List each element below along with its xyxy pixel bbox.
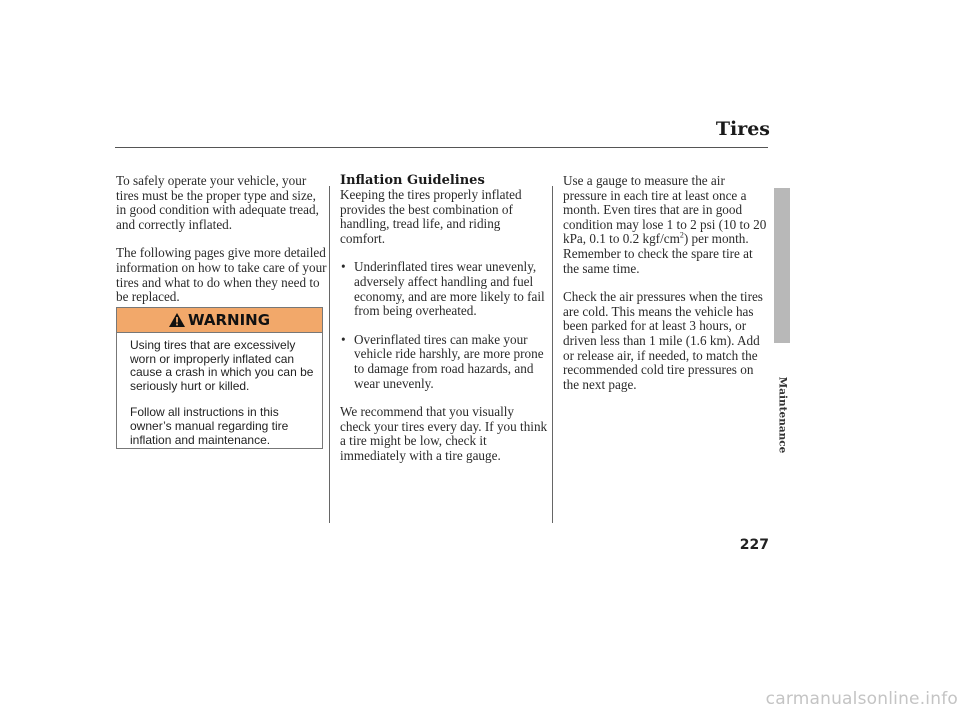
warning-text-2: Follow all instructions in this owner’s manual regarding tire inflation and maintenance. xyxy=(130,405,289,447)
section-heading: Inflation Guidelines xyxy=(340,173,485,188)
gauge-text-end: ) per month. Remember to check the spare tire at the same time. xyxy=(563,231,753,276)
page-title: Tires xyxy=(715,118,770,140)
section-label xyxy=(770,360,794,470)
warning-box xyxy=(116,307,323,449)
list-item xyxy=(340,333,548,391)
column-divider-2 xyxy=(552,186,553,523)
page-number: 227 xyxy=(739,537,769,553)
visual-check-paragraph: We recommend that you visually check your tires every day. If you think a tire might be low, check it immediately with a tire gauge. xyxy=(340,404,548,463)
warning-header xyxy=(117,308,322,333)
bullet-text: Underinflated tires wear unevenly, adversely affect handling and fuel economy, and are more likely to fail from being overheated. xyxy=(354,259,545,319)
intro-paragraph: To safely operate your vehicle, your tires must be the proper type and size, in good condition with adequate tread, and correctly inflated. xyxy=(116,173,319,232)
bullet-text: Overinflated tires can make your vehicle ride harshly, are more prone to damage from road hazards, and wear unevenly. xyxy=(354,331,544,391)
watermark: carmanualsonline.info xyxy=(765,689,958,709)
section-tab xyxy=(774,188,790,343)
gauge-text-start: Use a gauge to measure the air pressure in each tire at least once a month. Even tires that are in good condition may lose 1 to 2 psi (10 to 20 kPa, 0.1 to 0.2 kgf/cm xyxy=(563,173,767,247)
cold-check-paragraph: Check the air pressures when the tires are cold. This means the vehicle has been parked for at least 3 hours, or driven less than 1 mile (1.6 km). Add or release air, if needed, to match the recommended cold tire pressures on the next page. xyxy=(563,289,763,392)
care-paragraph: The following pages give more detailed information on how to take care of your tires and what to do when they need to be replaced. xyxy=(116,245,327,305)
bullet-icon: • xyxy=(341,331,346,347)
warning-label: WARNING xyxy=(187,311,271,329)
list-item xyxy=(340,260,548,318)
bullet-icon: • xyxy=(341,259,346,275)
header-rule xyxy=(115,147,768,148)
column-1 xyxy=(116,174,328,305)
column-2 xyxy=(340,174,548,464)
section-label-text: Maintenance xyxy=(776,376,789,454)
warning-text-1: Using tires that are excessively worn or improperly inflated can cause a crash in which you can be seriously hurt or killed. xyxy=(130,338,314,393)
warning-body xyxy=(117,333,322,447)
superscript-2: 2 xyxy=(679,230,684,240)
column-divider-1 xyxy=(329,186,330,523)
column-3 xyxy=(563,174,771,392)
warning-triangle-icon xyxy=(169,313,185,327)
inflation-intro: Keeping the tires properly inflated provides the best combination of handling, tread life, and riding comfort. xyxy=(340,187,522,246)
gauge-paragraph xyxy=(563,174,771,276)
bullet-list xyxy=(340,260,548,391)
